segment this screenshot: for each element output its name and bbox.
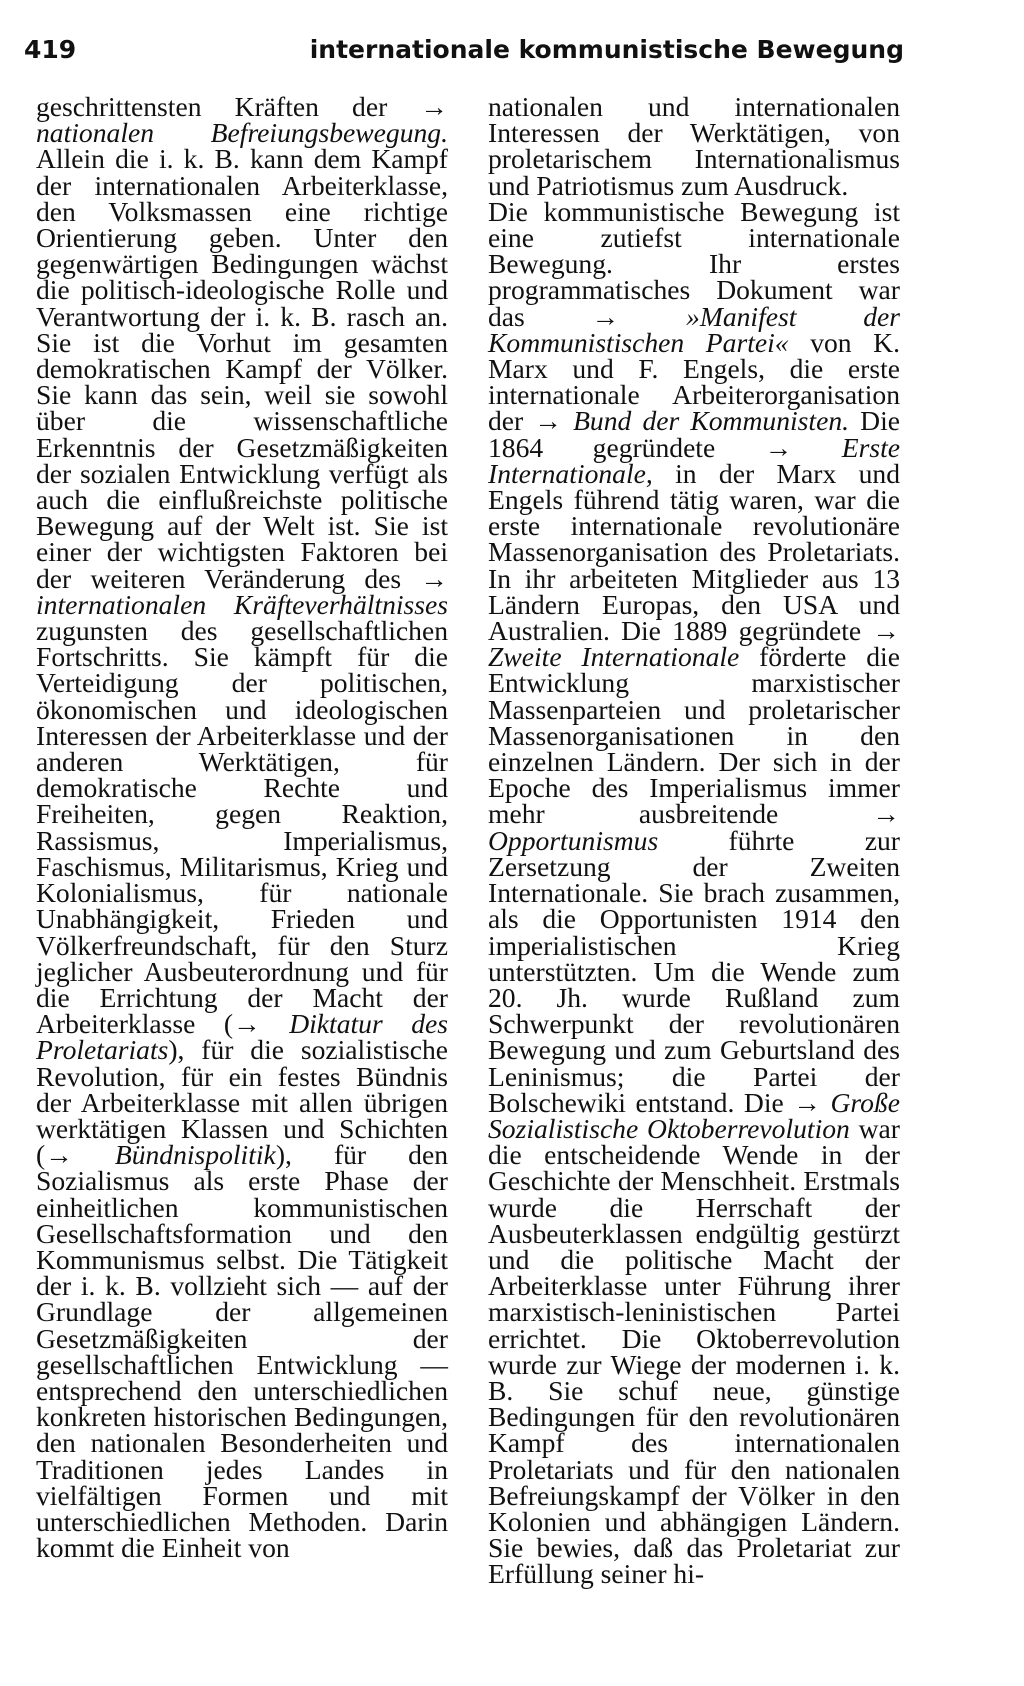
cross-reference-term: Bund der Kommunisten.	[573, 405, 850, 437]
cross-reference-arrow-icon: →	[793, 1086, 821, 1118]
left-column-text	[36, 91, 449, 1564]
right-column-text	[488, 91, 901, 1590]
cross-reference-arrow-icon: →	[591, 300, 620, 332]
cross-reference-term: Zweite Internationale	[488, 641, 740, 673]
left-column	[36, 91, 449, 1564]
paragraph	[488, 91, 900, 201]
body-text: Die kommunistische Bewegung ist eine zutiefst internationale Bewegung. Ihr erstes programmatisches Dokument war das	[488, 195, 900, 332]
body-text: Die 1864 gegründete	[488, 405, 900, 463]
paragraph	[488, 195, 901, 1590]
cross-reference-term: Erste Internationale,	[488, 431, 900, 489]
cross-reference-term: Bündnispolitik	[114, 1139, 276, 1171]
cross-reference-term: Diktatur des Proletariats	[36, 1008, 449, 1066]
body-text: Allein die i. k. B. kann dem Kampf der internationalen Arbeiterklasse, den Volksmassen eine richtige Orientierung geben. Unter den gegenwärtigen Bedingungen wächst die politisch-ideologische Rolle und Verantwortung der i. k. B. rasch an. Sie ist die Vorhut im gesamten demokratischen Kampf der Völker. Sie kann das sein, weil sie sowohl über die wissenschaftliche Erkenntnis der Gesetzmäßigkeiten der sozialen Entwicklung verfügt als auch die einflußreichste politische Bewegung auf der Welt ist. Sie ist einer der wichtigsten Faktoren bei der weiteren Veränderung des	[36, 143, 448, 594]
right-column	[488, 91, 901, 1590]
cross-reference-arrow-icon: →	[420, 562, 448, 594]
cross-reference-term: nationalen Befreiungsbewegung.	[36, 117, 448, 149]
body-text: in der Marx und Engels führend tätig waren, war die erste internationale revolutionäre Massenorganisation des Proletariats. In ihr arbeiteten Mitglieder aus 13 Ländern Europas, den USA und Australien. Die 1889 gegründete	[488, 457, 900, 647]
page-number: 419	[24, 35, 77, 64]
body-text: ), für die sozialistische Revolution, für ein festes Bündnis der Arbeiterklasse mit allen übrigen werktätigen Klassen und Schichten (	[36, 1034, 448, 1171]
cross-reference-arrow-icon: →	[45, 1139, 73, 1171]
body-text: zugunsten des gesellschaftlichen Fortschritts. Sie kämpft für die Verteidigung der politischen, ökonomischen und ideologischen Interessen der Arbeiterklasse und der anderen Werktätigen, für demokratische Rechte und Freiheiten, gegen Reaktion, Rassismus, Imperialismus, Faschismus, Militarismus, Krieg und Kolonialismus, für nationale Unabhängigkeit, Frieden und Völkerfreundschaft, für den Sturz jeglicher Ausbeuterordnung und für die Errichtung der Macht der Arbeiterklasse (	[36, 615, 448, 1040]
running-title: internationale kommunistische Bewegung	[309, 35, 904, 64]
cross-reference-arrow-icon: →	[872, 615, 900, 647]
cross-reference-arrow-icon: →	[764, 431, 793, 463]
cross-reference-arrow-icon: →	[534, 405, 562, 437]
page-header	[24, 30, 904, 70]
cross-reference-term: Opportunismus	[488, 824, 659, 856]
body-text: ), für den Sozialismus als erste Phase der einheitlichen kommunistischen Gesellschaftsformation und den Kommunismus selbst. Die Tätigkeit der i. k. B. vollzieht sich — auf der Grundlage der allgemeinen Gesetzmäßigkeiten der gesellschaftlichen Entwicklung — entsprechend den unterschiedlichen konkreten historischen Bedingungen, den nationalen Besonderheiten und Traditionen jedes Landes in vielfältigen Formen und mit unterschiedlichen Methoden. Darin kommt die Einheit von	[36, 1139, 448, 1564]
cross-reference-term: »Manifest der Kommunistischen Partei«	[488, 300, 900, 358]
body-text: war die entscheidende Wende in der Geschichte der Menschheit. Erstmals wurde die Herrschaft der Ausbeuterklassen endgültig gestürzt und die politische Macht der Arbeiterklasse unter Führung ihrer marxistisch-leninistischen Partei errichtet. Die Oktoberrevolution wurde zur Wiege der modernen i. k. B. Sie schuf neue, günstige Bedingungen für den revolutionären Kampf des internationalen Proletariats und für den nationalen Befreiungskampf der Völker in den Kolonien und abhängigen Ländern. Sie bewies, daß das Proletariat zur Erfüllung seiner hi-	[488, 1112, 900, 1590]
body-text: förderte die Entwicklung marxistischer Massenparteien und proletarischer Massenorganisationen in den einzelnen Ländern. Der sich in der Epoche des Imperialismus immer mehr ausbreitende	[488, 641, 900, 830]
cross-reference-arrow-icon: →	[233, 1008, 261, 1040]
body-text: führte zur Zersetzung der Zweiten Internationale. Sie brach zusammen, als die Opportunisten 1914 den imperialistischen Krieg unterstützten. Um die Wende zum 20. Jh. wurde Rußland zum Schwerpunkt der revolutionären Bewegung und zum Geburtsland des Leninismus; die Partei der Bolschewiki entstand. Die	[488, 824, 900, 1118]
cross-reference-term: internationalen Kräfteverhältnisses	[36, 588, 448, 620]
cross-reference-arrow-icon: →	[420, 91, 448, 122]
body-text: geschrittensten Kräften der	[36, 91, 421, 122]
cross-reference-arrow-icon: →	[872, 798, 900, 830]
body-text: von K. Marx und F. Engels, die erste internationale Arbeiterorganisation der	[488, 326, 901, 437]
body-text: nationalen und internationalen Interessen der Werktätigen, von proletarischem Internationalismus und Patriotismus zum Ausdruck.	[488, 91, 900, 201]
cross-reference-term: Große Sozialistische Oktoberrevolution	[488, 1086, 900, 1144]
